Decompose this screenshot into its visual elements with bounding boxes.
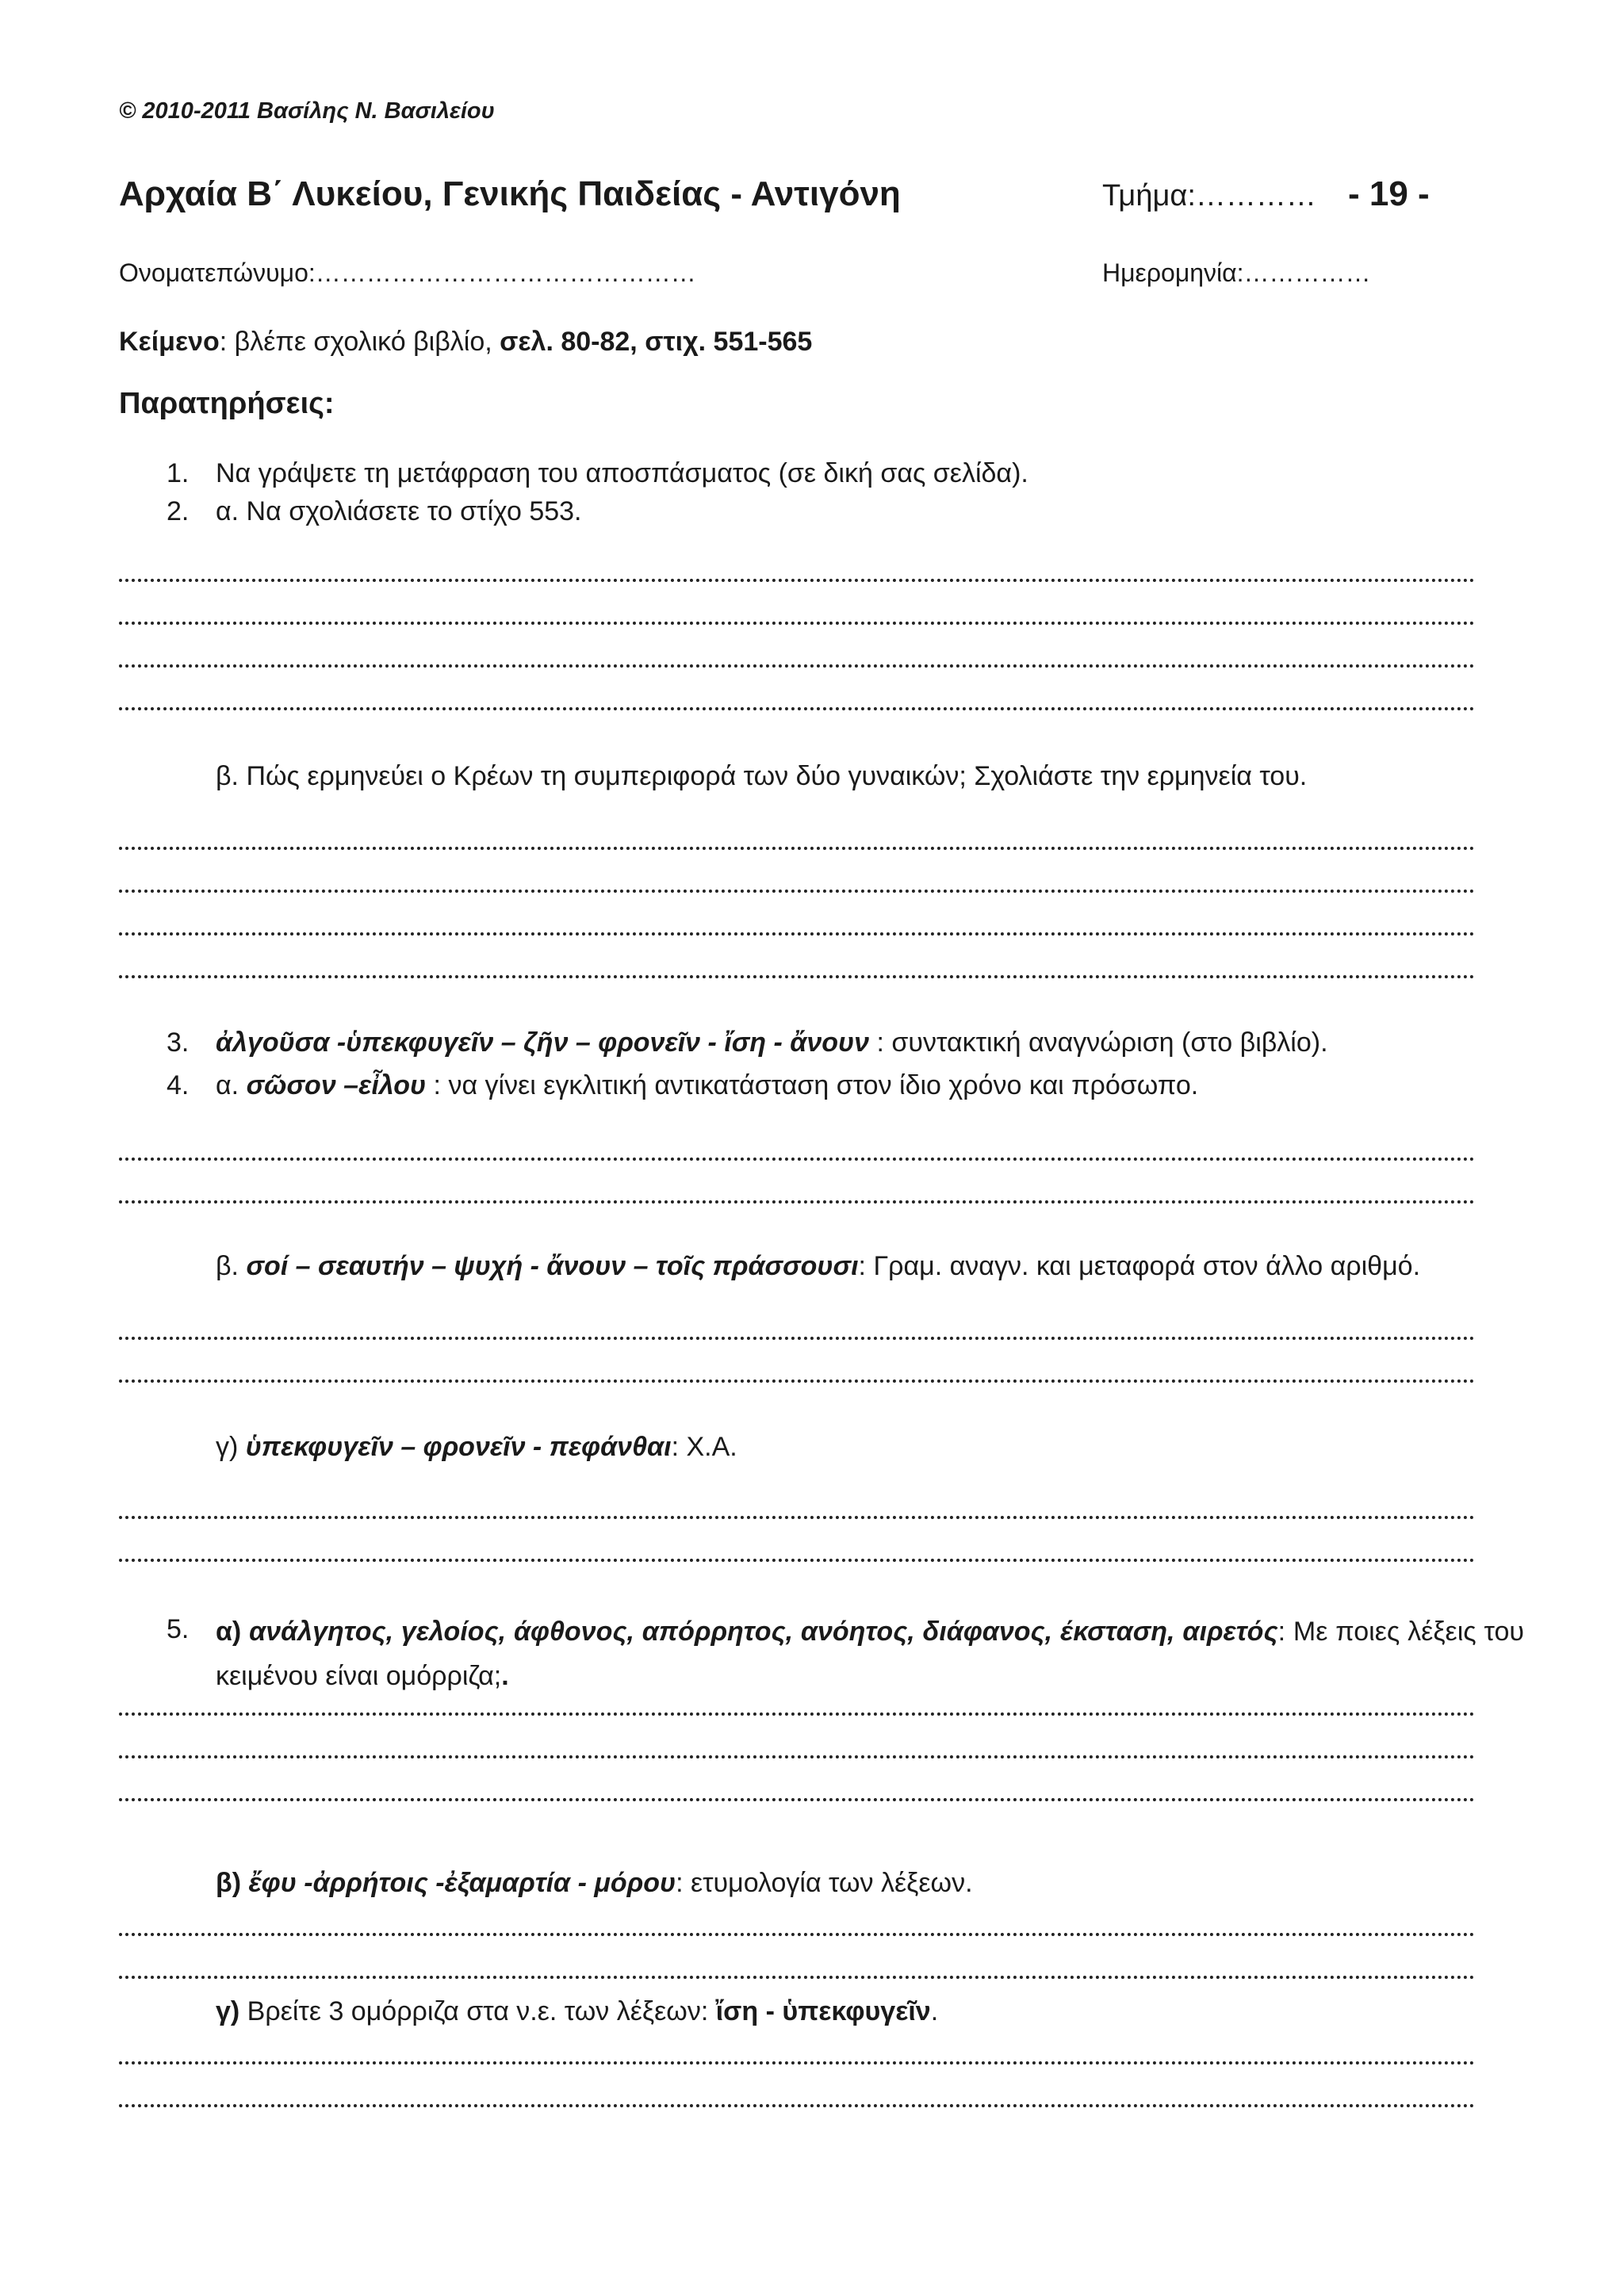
q5c-prefix: γ) <box>216 1996 240 2026</box>
q5c-rest: Βρείτε 3 ομόρριζα στα ν.ε. των λέξεων: <box>239 1996 716 2026</box>
q5b-words: ἔφυ -ἀρρήτοις -ἐξαμαρτία - μόρου <box>248 1868 676 1898</box>
answer-line <box>119 664 1475 668</box>
name-field: Ονοματεπώνυμο:……………………………………… <box>119 258 696 287</box>
q4b-prefix: β. <box>216 1251 247 1281</box>
q3-text <box>216 1027 1328 1058</box>
q4c-text <box>216 1432 737 1463</box>
q5b-rest: : ετυμολογία των λέξεων. <box>676 1868 973 1898</box>
q1-text: Να γράψετε τη μετάφραση του αποσπάσματος (σε δική σας σελίδα). <box>216 458 1028 488</box>
answer-line <box>119 622 1475 625</box>
answer-line <box>119 1976 1475 1979</box>
q2a-text: α. Να σχολιάσετε το στίχο 553. <box>216 496 582 526</box>
q5-number: 5. <box>167 1614 190 1644</box>
answer-line <box>119 975 1475 978</box>
class-field: Τμήμα:………… <box>1102 179 1316 212</box>
q4a-words: σῶσον –εἶλου <box>246 1070 427 1100</box>
answer-line <box>119 932 1475 936</box>
q5c-text <box>216 1996 938 2027</box>
answer-line <box>119 1158 1475 1161</box>
q4b-words: σοί – σεαυτήν – ψυχή - ἄνουν – τοῖς πράσσουσι <box>246 1251 859 1281</box>
q5a-words: ανάλγητος, γελοίος, άφθονος, απόρρητος, ανόητος, διάφανος, έκσταση, αιρετός <box>249 1617 1278 1647</box>
q5b-text <box>216 1868 973 1899</box>
answer-line <box>119 1798 1475 1801</box>
answer-line <box>119 1200 1475 1203</box>
q4b-text <box>216 1251 1420 1282</box>
q3-rest: : συντακτική αναγνώριση (στο βιβλίο). <box>869 1027 1328 1058</box>
observations-title: Παρατηρήσεις: <box>119 387 335 420</box>
copyright-line: © 2010-2011 Βασίλης Ν. Βασιλείου <box>119 98 495 124</box>
date-field: Ημερομηνία:…………… <box>1102 258 1371 287</box>
answer-line <box>119 1933 1475 1936</box>
answer-line <box>119 579 1475 582</box>
q3-words: ἀλγοῦσα -ὑπεκφυγεῖν – ζῆν – φρονεῖν - ἴση - ἄνουν <box>216 1027 870 1058</box>
q1-number: 1. <box>167 458 190 488</box>
answer-line <box>119 2104 1475 2107</box>
text-sep: : βλέπε σχολικό βιβλίο, <box>219 327 500 357</box>
q4a-rest: : να γίνει εγκλιτική αντικατάσταση στον ίδιο χρόνο και πρόσωπο. <box>426 1070 1199 1100</box>
q2b-text: β. Πώς ερμηνεύει ο Κρέων τη συμπεριφορά των δύο γυναικών; Σχολιάστε την ερμηνεία του. <box>216 761 1308 791</box>
q4c-rest: : Χ.Α. <box>671 1432 737 1462</box>
q4c-words: ὑπεκφυγεῖν – φρονεῖν - πεφάνθαι <box>245 1432 672 1462</box>
q5a-end: . <box>501 1661 509 1691</box>
q4b-rest: : Γραμ. αναγν. και μεταφορά στον άλλο αριθμό. <box>858 1251 1421 1281</box>
answer-line <box>119 1380 1475 1383</box>
answer-line <box>119 847 1475 850</box>
answer-line <box>119 707 1475 710</box>
text-reference <box>119 327 812 358</box>
q3-number: 3. <box>167 1027 190 1058</box>
q4c-prefix: γ) <box>216 1432 246 1462</box>
answer-line <box>119 1559 1475 1562</box>
page-number: - 19 - <box>1348 174 1430 213</box>
q4-number: 4. <box>167 1070 190 1100</box>
q4a-text <box>216 1070 1198 1101</box>
q5c-words: ἴση - ὑπεκφυγεῖν <box>715 1996 931 2026</box>
worksheet-title: Αρχαία Β΄ Λυκείου, Γενικής Παιδείας - Αντιγόνη <box>119 174 901 213</box>
text-label: Κείμενο <box>119 327 220 357</box>
answer-line <box>119 2061 1475 2064</box>
answer-line <box>119 1712 1475 1716</box>
q5b-prefix: β) <box>216 1868 249 1898</box>
q2-number: 2. <box>167 496 190 526</box>
answer-line <box>119 1337 1475 1340</box>
answer-line <box>119 890 1475 893</box>
q5a-rest: : Με ποιες λέξεις του κειμένου είναι ομόρριζα; <box>216 1617 1525 1691</box>
q5a-prefix: α) <box>216 1617 250 1647</box>
answer-line <box>119 1516 1475 1519</box>
q4a-prefix: α. <box>216 1070 247 1100</box>
q5a-text <box>216 1609 1524 1698</box>
text-pages: σελ. 80-82, στιχ. 551-565 <box>500 327 813 357</box>
q5c-end: . <box>930 1996 939 2026</box>
answer-line <box>119 1755 1475 1758</box>
